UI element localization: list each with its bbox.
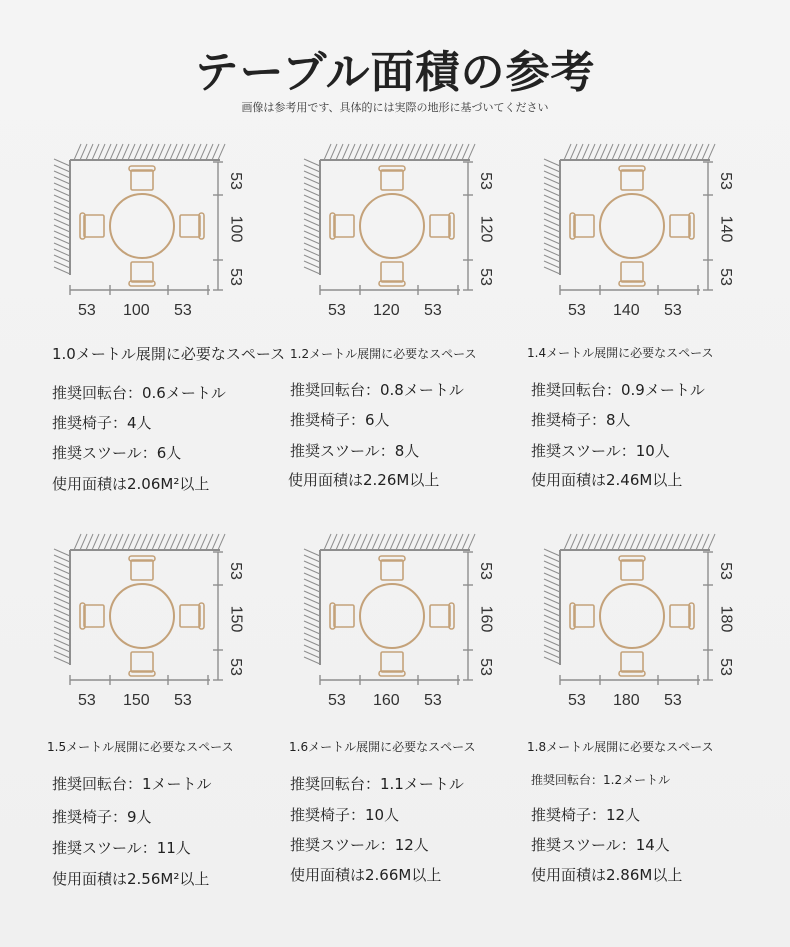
floor-plan-2	[300, 140, 500, 320]
dim-right-bottom: 53	[476, 658, 494, 676]
dim-right-bottom: 53	[226, 658, 244, 676]
dim-right-top: 53	[476, 172, 494, 190]
spec-lazy-susan-2: 推奨回転台：0.8メートル	[290, 381, 464, 399]
hatched-wall-icon	[54, 144, 225, 275]
dim-right-top: 53	[476, 562, 494, 580]
spec-stools-3: 推奨スツール：10人	[531, 442, 670, 460]
dim-bottom-right: 53	[424, 302, 442, 319]
chair-icon	[619, 166, 645, 190]
floor-plan-3	[540, 140, 740, 320]
spec-heading-3: 1.4メートル展開に必要なスペース	[527, 346, 714, 360]
chair-icon	[619, 652, 645, 676]
spec-heading-2: 1.2メートル展開に必要なスペース	[290, 347, 477, 361]
dim-bottom-left: 53	[328, 302, 346, 319]
spec-stools-4: 推奨スツール：11人	[52, 839, 191, 857]
spec-lazy-susan-4: 推奨回転台：1メートル	[52, 775, 212, 793]
round-table-icon	[360, 194, 424, 258]
dim-right-top: 53	[716, 172, 734, 190]
chair-icon	[670, 603, 694, 629]
chair-icon	[129, 262, 155, 286]
chair-icon	[379, 652, 405, 676]
spec-heading-4: 1.5メートル展開に必要なスペース	[47, 740, 234, 754]
page-title: テーブル面積の参考	[194, 47, 596, 98]
spec-area-5: 使用面積は2.66M以上	[290, 866, 442, 884]
dim-bottom-left: 53	[568, 302, 586, 319]
spec-lazy-susan-5: 推奨回転台：1.1メートル	[290, 775, 464, 793]
spec-heading-6: 1.8メートル展開に必要なスペース	[527, 740, 714, 754]
chair-icon	[619, 262, 645, 286]
chair-icon	[129, 166, 155, 190]
dim-right-top: 53	[226, 562, 244, 580]
dim-bottom-mid: 140	[613, 302, 640, 319]
dim-bottom-mid: 180	[613, 692, 640, 709]
spec-lazy-susan-1: 推奨回転台：0.6メートル	[52, 384, 226, 402]
round-table-icon	[600, 584, 664, 648]
round-table-icon	[360, 584, 424, 648]
spec-heading-5: 1.6メートル展開に必要なスペース	[289, 740, 476, 754]
chair-icon	[80, 213, 104, 239]
dim-bottom-left: 53	[78, 692, 96, 709]
floor-plan-drawing	[540, 140, 740, 320]
chair-icon	[330, 213, 354, 239]
spec-chairs-6: 推奨椅子：12人	[531, 806, 641, 824]
dim-bottom-mid: 100	[123, 302, 150, 319]
spec-stools-2: 推奨スツール：8人	[290, 442, 420, 460]
floor-plan-4	[50, 530, 250, 710]
dim-right-bottom: 53	[716, 658, 734, 676]
dim-right-bottom: 53	[476, 268, 494, 286]
dim-right-mid: 160	[477, 605, 495, 633]
chair-icon	[180, 213, 204, 239]
dim-bottom-right: 53	[174, 302, 192, 319]
chair-icon	[619, 556, 645, 580]
spec-heading-1: 1.0メートル展開に必要なスペース	[52, 345, 286, 363]
spec-area-3: 使用面積は2.46M以上	[531, 471, 683, 489]
floor-plan-drawing	[300, 140, 500, 320]
round-table-icon	[110, 584, 174, 648]
dim-bottom-left: 53	[328, 692, 346, 709]
floor-plan-6	[540, 530, 740, 710]
chair-icon	[430, 213, 454, 239]
hatched-wall-icon	[544, 534, 715, 665]
dim-right-top: 53	[226, 172, 244, 190]
dim-right-mid: 120	[477, 215, 495, 243]
spec-stools-5: 推奨スツール：12人	[290, 836, 429, 854]
spec-chairs-3: 推奨椅子：8人	[531, 411, 631, 429]
chair-icon	[570, 213, 594, 239]
hatched-wall-icon	[544, 144, 715, 275]
dim-bottom-right: 53	[664, 692, 682, 709]
dim-right-bottom: 53	[716, 268, 734, 286]
spec-lazy-susan-6: 推奨回転台：1.2メートル	[531, 773, 671, 787]
chair-icon	[379, 262, 405, 286]
spec-chairs-2: 推奨椅子：6人	[290, 411, 390, 429]
chair-icon	[430, 603, 454, 629]
dim-right-top: 53	[716, 562, 734, 580]
floor-plan-1	[50, 140, 250, 320]
chair-icon	[379, 556, 405, 580]
chair-icon	[570, 603, 594, 629]
spec-area-6: 使用面積は2.86M以上	[531, 866, 683, 884]
spec-area-2: 使用面積は2.26M以上	[288, 471, 440, 489]
hatched-wall-icon	[304, 144, 475, 275]
dim-right-bottom: 53	[226, 268, 244, 286]
dim-bottom-right: 53	[424, 692, 442, 709]
dim-bottom-left: 53	[78, 302, 96, 319]
floor-plan-5	[300, 530, 500, 710]
dim-right-mid: 150	[227, 605, 245, 633]
dim-bottom-mid: 120	[373, 302, 400, 319]
hatched-wall-icon	[304, 534, 475, 665]
dim-bottom-mid: 150	[123, 692, 150, 709]
spec-chairs-5: 推奨椅子：10人	[290, 806, 400, 824]
dim-bottom-right: 53	[664, 302, 682, 319]
spec-lazy-susan-3: 推奨回転台：0.9メートル	[531, 381, 705, 399]
chair-icon	[180, 603, 204, 629]
dim-right-mid: 100	[227, 215, 245, 243]
dim-bottom-right: 53	[174, 692, 192, 709]
page-subtitle: 画像は参考用です、具体的には実際の地形に基づいてください	[241, 101, 549, 114]
chair-icon	[80, 603, 104, 629]
floor-plan-drawing	[540, 530, 740, 710]
chair-icon	[330, 603, 354, 629]
round-table-icon	[110, 194, 174, 258]
dim-right-mid: 180	[717, 605, 735, 633]
spec-area-1: 使用面積は2.06M²以上	[52, 475, 210, 493]
chair-icon	[129, 556, 155, 580]
round-table-icon	[600, 194, 664, 258]
spec-chairs-1: 推奨椅子：4人	[52, 414, 152, 432]
floor-plan-drawing	[50, 140, 250, 320]
spec-stools-6: 推奨スツール：14人	[531, 836, 670, 854]
dim-bottom-left: 53	[568, 692, 586, 709]
floor-plan-drawing	[300, 530, 500, 710]
hatched-wall-icon	[54, 534, 225, 665]
dim-right-mid: 140	[717, 215, 735, 243]
chair-icon	[670, 213, 694, 239]
spec-area-4: 使用面積は2.56M²以上	[52, 870, 210, 888]
spec-chairs-4: 推奨椅子：9人	[52, 808, 152, 826]
floor-plan-drawing	[50, 530, 250, 710]
spec-stools-1: 推奨スツール：6人	[52, 444, 182, 462]
dim-bottom-mid: 160	[373, 692, 400, 709]
chair-icon	[379, 166, 405, 190]
chair-icon	[129, 652, 155, 676]
